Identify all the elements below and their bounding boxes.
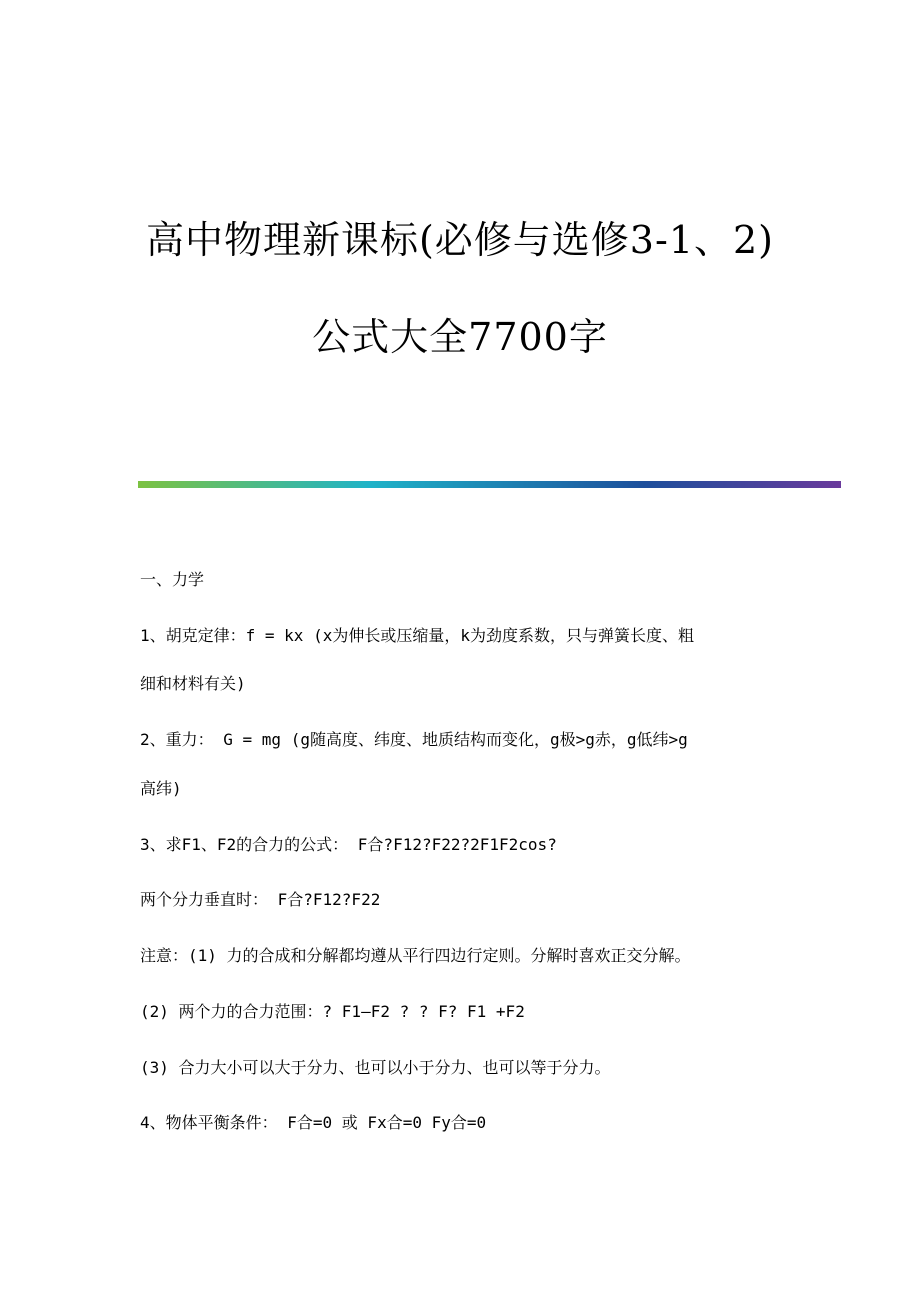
- document-title-line-2: 公式大全7700字: [312, 315, 608, 359]
- document-title-line-1: 高中物理新课标(必修与选修3-1、2): [145, 218, 775, 262]
- equilibrium-condition: 4、物体平衡条件： F合=0 或 Fx合=0 Fy合=0: [140, 1113, 487, 1132]
- gravity-line-2: 高纬): [140, 779, 182, 798]
- perpendicular-components: 两个分力垂直时： F合?F12?F22: [140, 890, 381, 909]
- note-2: (2) 两个力的合力范围：? F1—F2 ? ? F? F1 +F2: [140, 1002, 525, 1021]
- section-heading-mechanics: 一、力学: [140, 570, 205, 589]
- note-1: 注意：(1) 力的合成和分解都均遵从平行四边行定则。分解时喜欢正交分解。: [140, 946, 691, 965]
- resultant-force-formula: 3、求F1、F2的合力的公式： F合?F12?F22?2F1F2cos?: [140, 835, 557, 854]
- gradient-divider: [138, 481, 841, 488]
- hooke-law-line-2: 细和材料有关): [140, 674, 246, 693]
- gravity-line-1: 2、重力： G = mg (g随高度、纬度、地质结构而变化，g极>g赤，g低纬>g: [140, 730, 688, 749]
- note-3: (3) 合力大小可以大于分力、也可以小于分力、也可以等于分力。: [140, 1058, 611, 1077]
- hooke-law-line-1: 1、胡克定律：f = kx (x为伸长或压缩量，k为劲度系数，只与弹簧长度、粗: [140, 626, 694, 645]
